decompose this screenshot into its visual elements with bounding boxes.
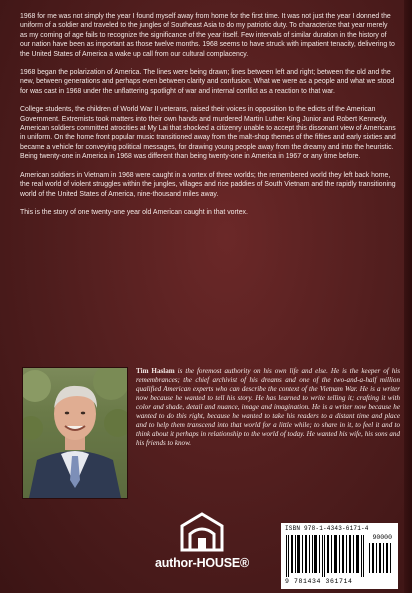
authorhouse-house-icon [152,510,252,556]
barcode-bars [286,535,366,577]
blurb-paragraph-4: American soldiers in Vietnam in 1968 were caught in a vortex of three worlds; the remembered world they left back home, the real world of violent struggles within the jungles, villages and rice paddies of South Vietnam and the rapidly transitioning world of the United States of America, nine-thousand miles away. [20,171,396,198]
isbn-text: ISBN 978-1-4343-6171-4 [285,525,369,532]
price-code: 90000 [372,534,392,541]
blurb [20,12,396,226]
blurb-paragraph-1: 1968 for me was not simply the year I found myself away from home for the first time. It was not just the year I donned the uniform of a soldier and traveled to the jungles of Southeast Asia to do my patriotic duty. To characterize that year merely as my coming of age fails to recognize the significance of the year itself. Few intervals of similar duration in the history of our nation have been as important as those twelve months. 1968 seems to have struck with impatient tenacity, delivering to the United States of America a wake up call from our cultural complacency. [20,13,395,58]
price-barcode-bars [369,543,393,573]
isbn-number: 9 781434 361714 [285,578,353,585]
blurb-paragraph-5: This is the story of one twenty-one year old American caught in that vortex. [20,208,248,216]
publisher-name: author-HOUSE® [154,556,250,570]
author-photo [23,368,127,498]
publisher-logo [152,510,252,580]
cover-edge [404,0,412,593]
author-bio-text: is the foremost authority on his own life and else. He is the keeper of his remembrances; the chief archivist of his dreams and one of the two-and-a-half million qualified American experts who can describe the context of the Vietnam War. He is a writer now because he wanted to tell his story. He has learned to write telling it; crafting it with color and shade, detail and nuance, image and imagination. He is a writer now because he wanted to do this right, because he wanted to take his readers to a distant time and place and to help them transcend into that world for a little while; to share in it, to feel it and to think about it perhaps in relationship to the world of today. He wanted his wife, his sons and his friends to know. [136,367,401,447]
blurb-paragraph-2: 1968 began the polarization of America. The lines were being drawn; lines between left and right; between the old and the new, between generations and perhaps even between clarity and confusion. What we were as a people and what we stood for was cast in 1968 under the unflattering spotlight of war and internal conflict as a reaction to that war. [20,69,395,95]
blurb-paragraph-3: College students, the children of World War II veterans, raised their voices in opposition to the edicts of the American Government. Extremists took matters into their own hands and murdered Martin Luther King Junior and Robert Kennedy. American soldiers committed atrocities at My Lai that shocked a citizenry unable to accept this dissonant view of Americans in uniform. On the home front popular music transitioned away from the malt-shop themes of the fifties and early sixties and became a vehicle for conveying political messages, for drawing young people away from the dreamy and into the heuristic. Being twenty-one in America in 1968 was different than being twenty-one in America in 1967 or any time before. [20,106,396,161]
author-name: Tim Haslam [136,367,175,375]
author-bio [136,367,400,448]
barcode [281,523,398,589]
